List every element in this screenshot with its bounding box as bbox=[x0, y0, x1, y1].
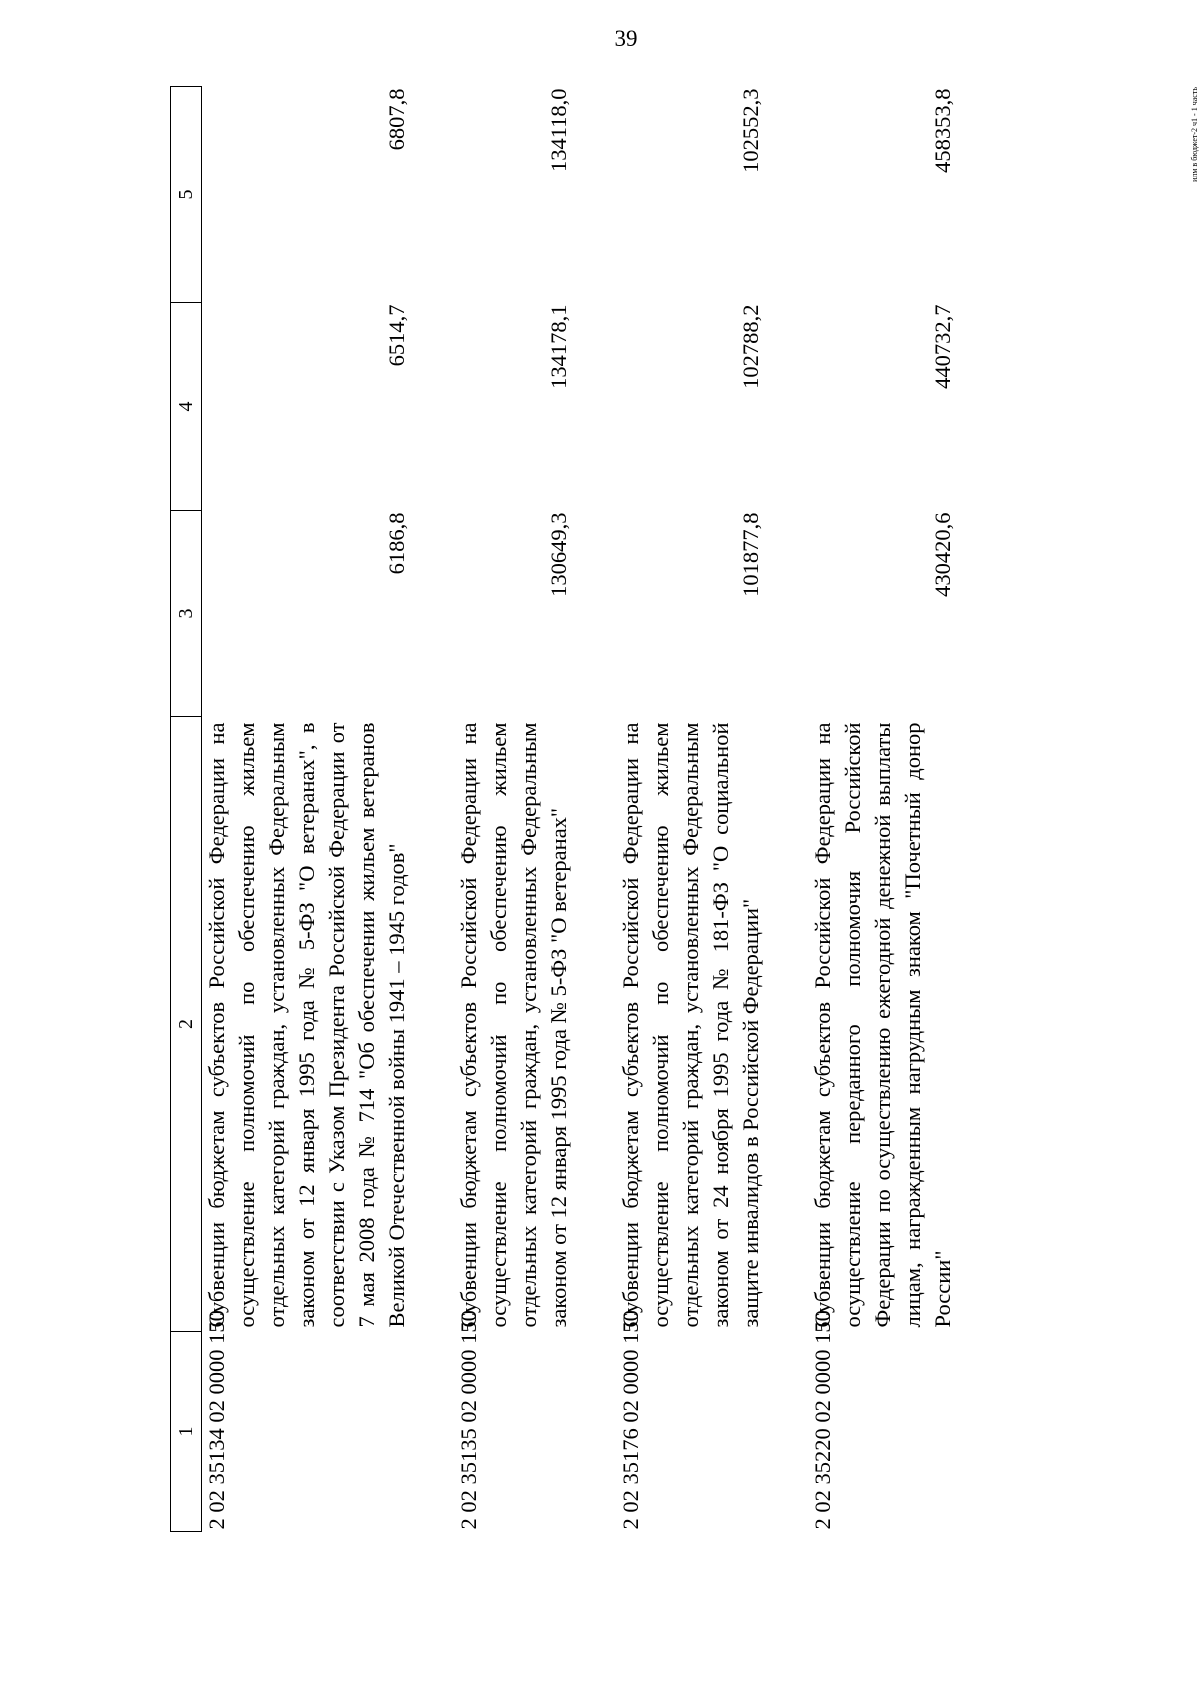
column-header-2: 2 bbox=[171, 717, 202, 1332]
value-col4: 6514,7 bbox=[384, 304, 409, 367]
value-col4: 440732,7 bbox=[930, 304, 955, 389]
column-header-5: 5 bbox=[171, 87, 202, 303]
budget-table-sheet bbox=[170, 87, 1199, 1532]
budget-code: 2 02 35134 02 0000 150 bbox=[204, 1310, 229, 1530]
item-description: Субвенции бюджетам субъектов Российской Федерации на осуществление полномочий по обеспечению жильем отдельных категорий граждан, установленных Федеральным законом от 24 ноября 1995 года № 181-ФЗ "О социальной защите инвалидов в Российской Федерации" bbox=[618, 722, 763, 1328]
column-header-4: 4 bbox=[171, 303, 202, 511]
budget-code: 2 02 35220 02 0000 150 bbox=[810, 1310, 835, 1530]
item-description: Субвенции бюджетам субъектов Российской Федерации на осуществление переданного полномочия Российской Федерации по осуществлению ежегодной денежной выплаты лицам, награжденным нагрудным знаком "Почетный донор России" bbox=[810, 722, 955, 1328]
value-col4: 134178,1 bbox=[546, 304, 571, 389]
footnote: илм в бюджет-2 ч1 - 1 часть bbox=[1190, 87, 1199, 182]
page-number: 39 bbox=[614, 26, 638, 51]
value-col5: 102552,3 bbox=[738, 88, 763, 173]
table-row bbox=[808, 87, 962, 1532]
value-col4: 102788,2 bbox=[738, 304, 763, 389]
budget-code: 2 02 35176 02 0000 150 bbox=[618, 1310, 643, 1530]
row-spacer bbox=[770, 87, 808, 1532]
value-col5: 6807,8 bbox=[384, 88, 409, 151]
header-row bbox=[171, 87, 202, 1532]
value-col3: 130649,3 bbox=[546, 512, 571, 597]
column-header-3: 3 bbox=[171, 511, 202, 717]
item-description: Субвенции бюджетам субъектов Российской Федерации на осуществление полномочий по обеспечению жильем отдельных категорий граждан, установленных Федеральным законом от 12 января 1995 года № 5-ФЗ "О ветеранах", в соответствии с Указом Президента Российской Федерации от 7 мая 2008 года № 714 "Об обеспечении жильем ветеранов Великой Отечественной войны 1941 – 1945 годов" bbox=[204, 722, 409, 1328]
value-col3: 6186,8 bbox=[384, 512, 409, 575]
value-col5: 134118,0 bbox=[546, 88, 571, 173]
table-row bbox=[202, 87, 417, 1532]
budget-table bbox=[170, 86, 962, 1532]
value-col5: 458353,8 bbox=[930, 88, 955, 173]
value-col3: 430420,6 bbox=[930, 512, 955, 597]
table-row bbox=[454, 87, 578, 1532]
table-row bbox=[616, 87, 770, 1532]
column-header-1: 1 bbox=[171, 1332, 202, 1532]
row-spacer bbox=[416, 87, 454, 1532]
budget-code: 2 02 35135 02 0000 150 bbox=[456, 1310, 481, 1530]
value-col3: 101877,8 bbox=[738, 512, 763, 597]
item-description: Субвенции бюджетам субъектов Российской Федерации на осуществление полномочий по обеспечению жильем отдельных категорий граждан, установленных Федеральным законом от 12 января 1995 года № 5-ФЗ "О ветеранах" bbox=[456, 722, 571, 1328]
row-spacer bbox=[578, 87, 616, 1532]
